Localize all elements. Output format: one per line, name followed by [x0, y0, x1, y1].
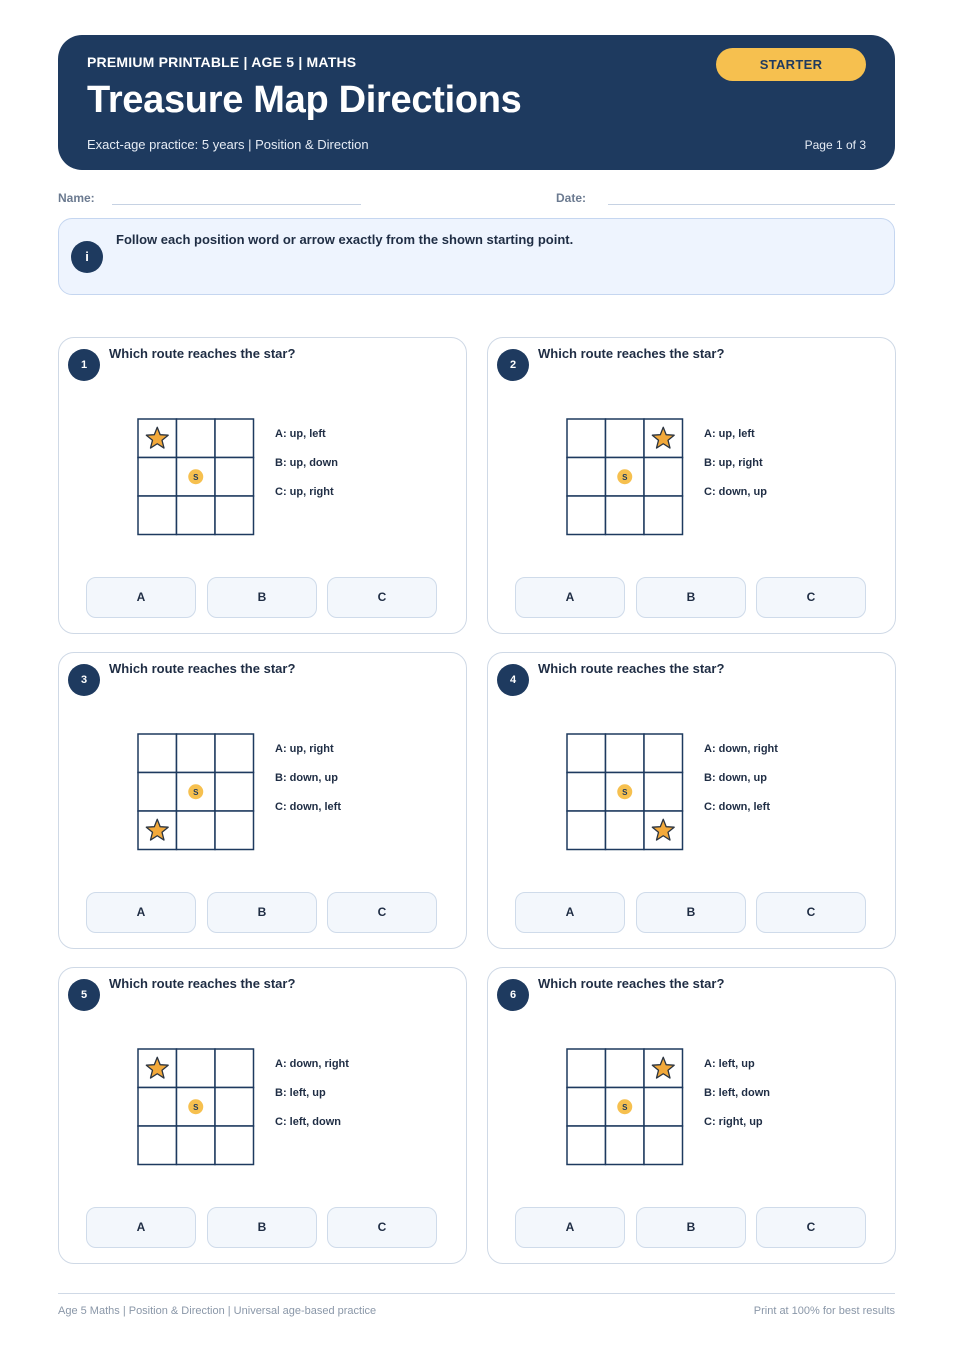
- grid-cell: [567, 811, 606, 850]
- route-option: B: left, up: [275, 1087, 326, 1099]
- grid-cell: [567, 734, 606, 773]
- grid-cell: [567, 496, 606, 535]
- worksheet-header: [58, 35, 895, 170]
- question-number: 4: [497, 664, 529, 696]
- start-point-label: S: [622, 787, 628, 797]
- grid-cell: [606, 1049, 645, 1088]
- answer-button-b[interactable]: B: [207, 577, 317, 618]
- route-option: A: down, right: [275, 1058, 349, 1070]
- route-option: A: left, up: [704, 1058, 755, 1070]
- answer-button-a[interactable]: A: [515, 892, 625, 933]
- grid-cell: [138, 773, 177, 812]
- date-label: Date:: [556, 191, 587, 205]
- grid-cell: [138, 458, 177, 497]
- grid-cell: [567, 773, 606, 812]
- grid-cell: [644, 734, 683, 773]
- header-eyebrow: PREMIUM PRINTABLE | AGE 5 | MATHS: [87, 54, 357, 70]
- question-prompt: Which route reaches the star?: [538, 976, 725, 991]
- level-badge: STARTER: [716, 48, 866, 81]
- footer-right-text: Print at 100% for best results: [753, 1305, 895, 1317]
- grid-cell: [215, 773, 254, 812]
- grid-cell: [177, 734, 216, 773]
- grid-cell: [567, 458, 606, 497]
- question-card: [487, 337, 896, 634]
- treasure-map-grid: [566, 1048, 684, 1166]
- grid-cell: [567, 1126, 606, 1165]
- grid-cell: [215, 458, 254, 497]
- grid-cell: [215, 1049, 254, 1088]
- question-prompt: Which route reaches the star?: [109, 346, 296, 361]
- grid-cell: [644, 496, 683, 535]
- route-option: B: down, up: [704, 772, 767, 784]
- answer-button-b[interactable]: B: [636, 1207, 746, 1248]
- question-number: 2: [497, 349, 529, 381]
- treasure-map-grid: [566, 418, 684, 536]
- answer-button-c[interactable]: C: [756, 1207, 866, 1248]
- answer-button-b[interactable]: B: [636, 892, 746, 933]
- info-icon: i: [71, 241, 103, 273]
- treasure-map-grid: [137, 418, 255, 536]
- grid-cell: [177, 1126, 216, 1165]
- answer-button-b[interactable]: B: [207, 1207, 317, 1248]
- grid-cell: [567, 419, 606, 458]
- question-card: [58, 967, 467, 1264]
- footer-left-text: Age 5 Maths | Position & Direction | Universal age-based practice: [58, 1305, 377, 1317]
- answer-button-c[interactable]: C: [756, 577, 866, 618]
- answer-button-a[interactable]: A: [86, 1207, 196, 1248]
- page-indicator: Page 1 of 3: [804, 138, 866, 152]
- question-card: [487, 967, 896, 1264]
- route-option: C: down, left: [275, 801, 341, 813]
- start-point-label: S: [622, 1102, 628, 1112]
- name-label: Name:: [58, 191, 95, 205]
- answer-button-c[interactable]: C: [756, 892, 866, 933]
- grid-cell: [606, 1126, 645, 1165]
- treasure-map-grid: [566, 733, 684, 851]
- grid-cell: [138, 1126, 177, 1165]
- answer-button-a[interactable]: A: [86, 577, 196, 618]
- question-card: [58, 652, 467, 949]
- question-number: 5: [68, 979, 100, 1011]
- grid-cell: [567, 1088, 606, 1127]
- grid-cell: [138, 734, 177, 773]
- route-option: A: down, right: [704, 743, 778, 755]
- grid-cell: [644, 458, 683, 497]
- grid-cell: [644, 773, 683, 812]
- question-card: [487, 652, 896, 949]
- route-option: C: right, up: [704, 1116, 763, 1128]
- question-prompt: Which route reaches the star?: [109, 661, 296, 676]
- grid-cell: [215, 1126, 254, 1165]
- question-card: [58, 337, 467, 634]
- question-number: 6: [497, 979, 529, 1011]
- grid-cell: [177, 811, 216, 850]
- instruction-text: Follow each position word or arrow exactly from the shown starting point.: [116, 232, 574, 247]
- footer-divider: [58, 1293, 895, 1294]
- grid-cell: [567, 1049, 606, 1088]
- grid-cell: [177, 496, 216, 535]
- route-option: C: up, right: [275, 486, 334, 498]
- route-option: B: up, down: [275, 457, 338, 469]
- route-option: B: down, up: [275, 772, 338, 784]
- page-title: Treasure Map Directions: [87, 79, 522, 121]
- question-number: 3: [68, 664, 100, 696]
- header-subtitle: Exact-age practice: 5 years | Position & Direction: [87, 137, 369, 152]
- grid-cell: [215, 496, 254, 535]
- grid-cell: [138, 496, 177, 535]
- question-number: 1: [68, 349, 100, 381]
- route-option: C: left, down: [275, 1116, 341, 1128]
- answer-button-b[interactable]: B: [207, 892, 317, 933]
- grid-cell: [215, 811, 254, 850]
- date-field[interactable]: [608, 204, 895, 205]
- answer-button-a[interactable]: A: [515, 577, 625, 618]
- grid-cell: [138, 1088, 177, 1127]
- grid-cell: [606, 734, 645, 773]
- treasure-map-grid: [137, 1048, 255, 1166]
- grid-cell: [606, 496, 645, 535]
- route-option: B: up, right: [704, 457, 763, 469]
- answer-button-b[interactable]: B: [636, 577, 746, 618]
- route-option: A: up, right: [275, 743, 334, 755]
- route-option: A: up, left: [275, 428, 326, 440]
- route-option: B: left, down: [704, 1087, 770, 1099]
- route-option: C: down, left: [704, 801, 770, 813]
- grid-cell: [215, 734, 254, 773]
- answer-button-c[interactable]: C: [327, 577, 437, 618]
- question-prompt: Which route reaches the star?: [538, 661, 725, 676]
- answer-button-a[interactable]: A: [86, 892, 196, 933]
- route-option: C: down, up: [704, 486, 767, 498]
- start-point-label: S: [193, 787, 199, 797]
- grid-cell: [177, 419, 216, 458]
- treasure-map-grid: [137, 733, 255, 851]
- grid-cell: [606, 811, 645, 850]
- grid-cell: [606, 419, 645, 458]
- grid-cell: [644, 1088, 683, 1127]
- start-point-label: S: [622, 472, 628, 482]
- grid-cell: [177, 1049, 216, 1088]
- question-prompt: Which route reaches the star?: [538, 346, 725, 361]
- name-field[interactable]: [112, 204, 361, 205]
- answer-button-a[interactable]: A: [515, 1207, 625, 1248]
- answer-button-c[interactable]: C: [327, 892, 437, 933]
- start-point-label: S: [193, 472, 199, 482]
- question-prompt: Which route reaches the star?: [109, 976, 296, 991]
- answer-button-c[interactable]: C: [327, 1207, 437, 1248]
- grid-cell: [644, 1126, 683, 1165]
- route-option: A: up, left: [704, 428, 755, 440]
- grid-cell: [215, 1088, 254, 1127]
- instruction-box: [58, 218, 895, 295]
- start-point-label: S: [193, 1102, 199, 1112]
- grid-cell: [215, 419, 254, 458]
